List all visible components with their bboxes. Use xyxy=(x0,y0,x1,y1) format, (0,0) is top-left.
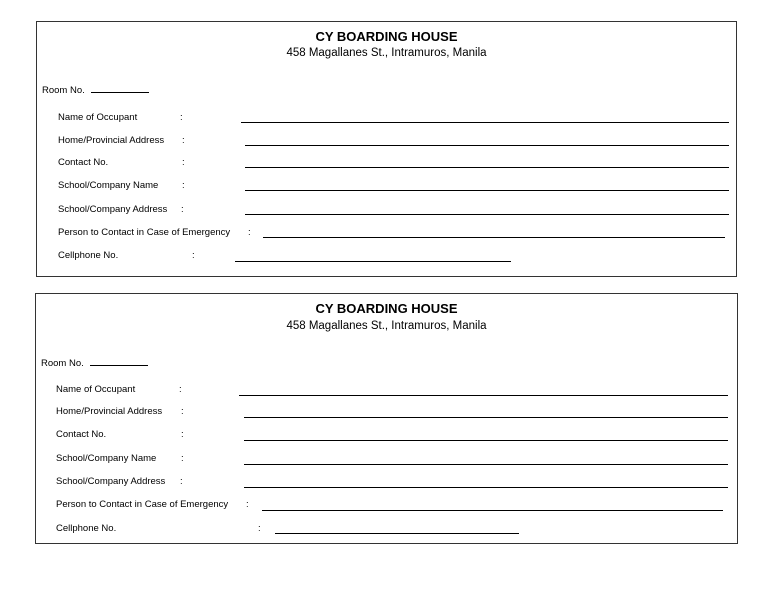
colon: : xyxy=(181,204,184,215)
colon: : xyxy=(182,135,185,146)
form-title: CY BOARDING HOUSE xyxy=(315,29,458,44)
emergency-contact-blank[interactable] xyxy=(263,237,725,238)
school-company-address-blank[interactable] xyxy=(244,487,728,488)
colon: : xyxy=(181,453,184,464)
school-company-name-label: School/Company Name xyxy=(56,453,157,464)
colon: : xyxy=(180,112,183,123)
cellphone-no-label: Cellphone No. xyxy=(58,250,119,261)
cellphone-no-blank[interactable] xyxy=(235,261,511,262)
colon: : xyxy=(179,384,182,395)
cellphone-no-blank[interactable] xyxy=(275,533,519,534)
home-address-blank[interactable] xyxy=(245,145,729,146)
contact-no-label: Contact No. xyxy=(56,429,107,440)
registration-form-2 xyxy=(35,293,738,544)
room-number-row xyxy=(41,356,148,369)
room-number-row xyxy=(42,83,149,96)
registration-form-1 xyxy=(36,21,737,277)
colon: : xyxy=(182,157,185,168)
room-number-label: Room No. xyxy=(42,85,85,96)
cellphone-no-label: Cellphone No. xyxy=(56,523,117,534)
name-of-occupant-label: Name of Occupant xyxy=(58,112,138,123)
school-company-name-label: School/Company Name xyxy=(58,180,159,191)
room-number-blank[interactable] xyxy=(91,83,149,93)
home-address-label: Home/Provincial Address xyxy=(56,406,163,417)
home-address-label: Home/Provincial Address xyxy=(58,135,165,146)
school-company-name-blank[interactable] xyxy=(245,190,729,191)
room-number-label: Room No. xyxy=(41,358,84,369)
school-company-address-label: School/Company Address xyxy=(56,476,166,487)
school-company-name-blank[interactable] xyxy=(244,464,728,465)
colon: : xyxy=(182,180,185,191)
name-of-occupant-blank[interactable] xyxy=(241,122,729,123)
contact-no-label: Contact No. xyxy=(58,157,109,168)
school-company-address-blank[interactable] xyxy=(245,214,729,215)
colon: : xyxy=(181,429,184,440)
colon: : xyxy=(181,406,184,417)
contact-no-blank[interactable] xyxy=(245,167,729,168)
name-of-occupant-blank[interactable] xyxy=(239,395,728,396)
contact-no-blank[interactable] xyxy=(244,440,728,441)
emergency-contact-label: Person to Contact in Case of Emergency xyxy=(58,227,231,238)
form-title: CY BOARDING HOUSE xyxy=(315,301,458,316)
name-of-occupant-label: Name of Occupant xyxy=(56,384,136,395)
colon: : xyxy=(180,476,183,487)
school-company-address-label: School/Company Address xyxy=(58,204,168,215)
home-address-blank[interactable] xyxy=(244,417,728,418)
colon: : xyxy=(258,523,261,534)
colon: : xyxy=(248,227,251,238)
room-number-blank[interactable] xyxy=(90,356,148,366)
form-address: 458 Magallanes St., Intramuros, Manila xyxy=(286,320,487,332)
form-address: 458 Magallanes St., Intramuros, Manila xyxy=(286,47,487,59)
emergency-contact-blank[interactable] xyxy=(262,510,723,511)
colon: : xyxy=(192,250,195,261)
emergency-contact-label: Person to Contact in Case of Emergency xyxy=(56,499,229,510)
colon: : xyxy=(246,499,249,510)
